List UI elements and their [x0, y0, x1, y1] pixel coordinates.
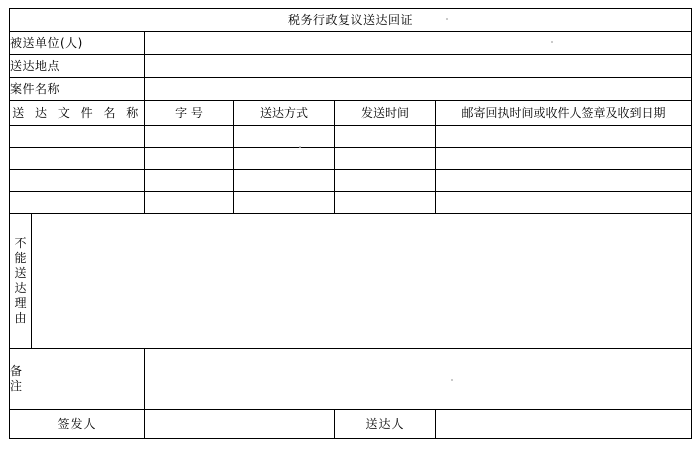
- scan-speck: [446, 18, 448, 20]
- header-receipt-signature: 邮寄回执时间或收件人签章及收到日期: [436, 101, 692, 126]
- reason-label-char: 达: [14, 281, 27, 295]
- table-row: [10, 126, 692, 148]
- cell-receipt-signature[interactable]: [436, 126, 692, 148]
- cell-document-name[interactable]: [10, 148, 145, 170]
- remark-value[interactable]: [145, 349, 692, 410]
- place-label: 送达地点: [10, 55, 145, 78]
- cell-receipt-signature[interactable]: [436, 148, 692, 170]
- cell-doc-number[interactable]: [145, 148, 234, 170]
- form-title: 税务行政复议送达回证: [10, 9, 692, 32]
- cell-doc-number[interactable]: [145, 192, 234, 214]
- remark-label-char: 注: [10, 379, 23, 393]
- recipient-row: [10, 32, 692, 55]
- scan-speck: [451, 379, 453, 381]
- issuer-value[interactable]: [145, 410, 335, 439]
- deliverer-value[interactable]: [436, 410, 692, 439]
- cell-delivery-method[interactable]: [234, 192, 335, 214]
- cell-doc-number[interactable]: [145, 126, 234, 148]
- case-row: [10, 78, 692, 101]
- case-label: 案件名称: [10, 78, 145, 101]
- case-value[interactable]: [145, 78, 692, 101]
- cell-delivery-method[interactable]: [234, 170, 335, 192]
- table-header-row: [10, 101, 692, 126]
- header-send-time: 发送时间: [335, 101, 436, 126]
- cell-receipt-signature[interactable]: [436, 192, 692, 214]
- table-row: [10, 148, 692, 170]
- cell-send-time[interactable]: [335, 170, 436, 192]
- remark-row: [10, 349, 692, 410]
- reason-label-char: 送: [14, 266, 27, 280]
- header-doc-number: 字 号: [145, 101, 234, 126]
- deliverer-label: 送达人: [335, 410, 436, 439]
- reason-label-char: 能: [14, 251, 27, 265]
- cell-document-name[interactable]: [10, 192, 145, 214]
- cell-document-name[interactable]: [10, 126, 145, 148]
- header-document-name: 送 达 文 件 名 称: [10, 101, 145, 126]
- reason-row: [10, 214, 692, 349]
- reason-label: [10, 214, 32, 349]
- cell-receipt-signature[interactable]: [436, 170, 692, 192]
- remark-label-char: 备: [10, 364, 23, 378]
- remark-label: [10, 349, 145, 410]
- signature-row: [10, 410, 692, 439]
- recipient-label: 被送单位(人): [10, 32, 145, 55]
- place-row: [10, 55, 692, 78]
- cell-doc-number[interactable]: [145, 170, 234, 192]
- reason-value[interactable]: [32, 214, 692, 349]
- cell-document-name[interactable]: [10, 170, 145, 192]
- scan-speck: [299, 146, 301, 148]
- issuer-label: 签发人: [10, 410, 145, 439]
- table-row: [10, 170, 692, 192]
- scan-speck: [551, 41, 553, 43]
- recipient-value[interactable]: [145, 32, 692, 55]
- cell-send-time[interactable]: [335, 126, 436, 148]
- reason-label-char: 由: [14, 311, 27, 325]
- cell-delivery-method[interactable]: [234, 148, 335, 170]
- header-delivery-method: 送达方式: [234, 101, 335, 126]
- cell-send-time[interactable]: [335, 192, 436, 214]
- reason-label-char: 不: [14, 236, 27, 250]
- cell-send-time[interactable]: [335, 148, 436, 170]
- table-row: [10, 192, 692, 214]
- cell-delivery-method[interactable]: [234, 126, 335, 148]
- place-value[interactable]: [145, 55, 692, 78]
- delivery-receipt-form: [9, 8, 692, 439]
- reason-label-char: 理: [14, 296, 27, 310]
- title-row: [10, 9, 692, 32]
